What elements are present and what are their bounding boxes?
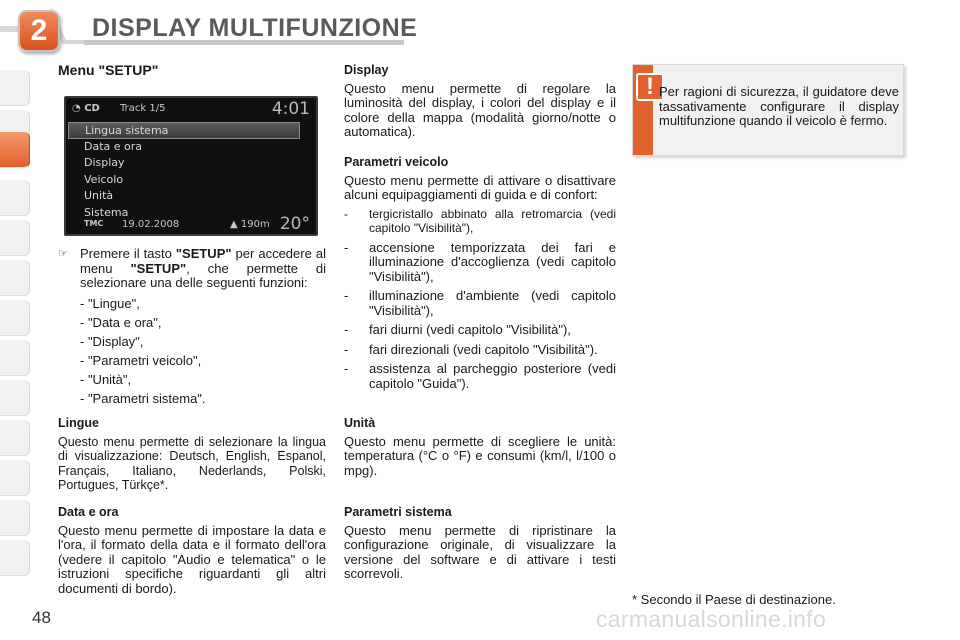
page-title: DISPLAY MULTIFUNZIONE [92, 14, 418, 42]
lingue-section [58, 416, 326, 493]
screen-menu-item: Sistema [84, 205, 129, 219]
display-section [344, 63, 616, 140]
list-item: - "Parametri veicolo", [80, 352, 202, 368]
menu-heading: Menu "SETUP" [58, 62, 159, 78]
setup-instruction [58, 247, 326, 411]
list-item: - tergicristallo abbinato alla retromarcia (vedi capitolo "Visibilità"), [344, 206, 616, 235]
exclamation-icon: ! [636, 73, 664, 101]
side-tab[interactable] [0, 220, 30, 256]
parametri-veicolo-section [344, 155, 616, 396]
screen-tmc: TMC [84, 219, 104, 228]
display-screen-image [64, 96, 318, 236]
list-item: - "Lingue", [80, 295, 140, 311]
side-tab[interactable] [0, 300, 30, 336]
watermark: carmanualsonline.info [596, 606, 827, 632]
section-text: Questo menu permette di scegliere le unità: temperatura (°C o °F) e consumi (km/l, l/100 o mpg). [344, 433, 616, 478]
list-item: - "Unità", [80, 371, 132, 387]
screen-temperature: 20° [279, 214, 310, 234]
equipment-list [344, 207, 616, 392]
side-tab[interactable] [0, 380, 30, 416]
section-heading: Unità [344, 416, 376, 430]
screen-menu [68, 122, 300, 221]
screen-date: 19.02.2008 [122, 219, 180, 230]
left-column [58, 60, 326, 78]
instruction-text: Premere il tasto "SETUP" per accedere al menu "SETUP", che permette di selezionare una delle seguenti funzioni: [80, 246, 326, 290]
page-number: 48 [32, 608, 51, 627]
unita-section [344, 416, 616, 478]
warning-box [632, 64, 904, 156]
parametri-sistema-section [344, 505, 616, 582]
list-item: - illuminazione d'ambiente (vedi capitolo "Visibilità"), [344, 288, 616, 318]
function-list [80, 297, 326, 411]
screen-clock: 4:01 [271, 99, 310, 119]
side-tab[interactable] [0, 180, 30, 216]
list-item: - fari direzionali (vedi capitolo "Visibilità"). [344, 341, 598, 357]
section-text: Questo menu permette di attivare o disattivare alcuni equipaggiamenti di guida e di confort: [344, 172, 616, 202]
list-item: - "Display", [80, 333, 144, 349]
header-bar [0, 0, 960, 52]
section-heading: Lingue [58, 416, 99, 430]
list-item: - "Parametri sistema". [80, 390, 206, 406]
side-tab[interactable] [0, 420, 30, 456]
section-heading: Display [344, 63, 389, 77]
list-item: - assistenza al parcheggio posteriore (vedi capitolo "Guida"). [344, 361, 616, 391]
screen-bottom-bar [66, 214, 316, 234]
screen-distance: ▲ 190m [230, 219, 270, 230]
list-item: - "Data e ora", [80, 314, 162, 330]
section-text: Questo menu permette di ripristinare la configurazione originale, di visualizzare la versione del software e di attivare i testi scorrevoli. [344, 522, 616, 581]
side-tab[interactable] [0, 340, 30, 376]
side-tab[interactable] [0, 540, 30, 576]
footnote: * Secondo il Paese di destinazione. [632, 592, 836, 607]
section-text: Questo menu permette di selezionare la lingua di visualizzazione: Deutsch, English, Espanol, Français, Italiano, Nederlands, Polski, Portugues, Türkçe*. [58, 434, 326, 492]
section-text: Questo menu permette di impostare la data e l'ora, il formato della data e il formato dell'ora (vedere il capitolo "Audio e telematica" o le istruzioni specifiche riguardanti gli altri documenti di bordo). [58, 522, 326, 596]
list-item: - accensione temporizzata dei fari e illuminazione d'accoglienza (vedi capitolo "Visibilità"), [344, 239, 616, 284]
side-tab[interactable] [0, 460, 30, 496]
list-item: - fari diurni (vedi capitolo "Visibilità"), [344, 322, 571, 337]
screen-track: Track 1/5 [120, 103, 166, 114]
screen-menu-item: Data e ora [84, 139, 143, 153]
warning-text: Per ragioni di sicurezza, il guidatore deve tassativamente configurare il display multifunzione quando il veicolo è fermo. [659, 84, 899, 128]
section-heading: Data e ora [58, 505, 119, 519]
chapter-badge: 2 [18, 10, 60, 52]
section-text: Questo menu permette di regolare la luminosità del display, i colori del display e il colore della mappa (modalità giorno/notte o automatica). [344, 80, 616, 139]
side-tab[interactable] [0, 500, 30, 536]
side-tabs [0, 70, 34, 580]
side-tab[interactable] [0, 70, 30, 106]
screen-menu-item: Veicolo [84, 172, 124, 186]
screen-menu-item: Unità [84, 189, 114, 202]
side-tab[interactable] [0, 260, 30, 296]
screen-menu-item: Display [84, 156, 125, 169]
screen-source: ◔ CD [72, 103, 100, 114]
pointing-hand-icon: ☞ [58, 248, 68, 260]
data-ora-section [58, 505, 326, 596]
side-tab-active[interactable] [0, 132, 30, 168]
section-heading: Parametri sistema [344, 505, 452, 519]
screen-status-bar [66, 98, 316, 120]
screen-menu-item: Lingua sistema [68, 122, 300, 139]
section-heading: Parametri veicolo [344, 155, 449, 169]
